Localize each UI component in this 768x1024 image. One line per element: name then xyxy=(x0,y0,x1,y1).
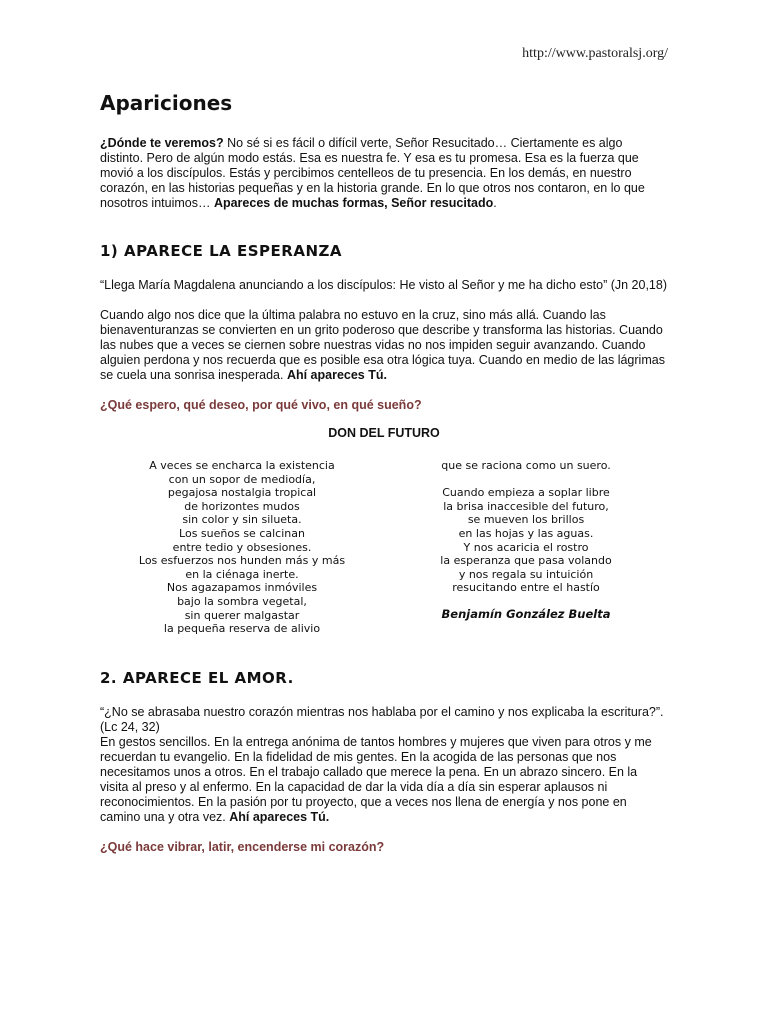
section1-quote: “Llega María Magdalena anunciando a los discípulos: He visto al Señor y me ha dicho esto” (Jn 20,18) xyxy=(100,278,667,292)
poem-line: en las hojas y las aguas. xyxy=(458,526,594,540)
document-body xyxy=(100,90,668,855)
poem-line: A veces se encharca la existencia xyxy=(149,459,335,472)
poem-line: sin querer malgastar xyxy=(184,608,300,622)
poem-left-column xyxy=(100,459,384,636)
poem-right-lines xyxy=(384,459,668,595)
intro-end: . xyxy=(493,196,497,210)
section2-body xyxy=(100,735,668,825)
poem-author: Benjamín González Buelta xyxy=(441,606,611,621)
poem-line: Los sueños se calcinan xyxy=(179,526,305,540)
poem-line xyxy=(384,473,668,487)
section2-body-text: En gestos sencillos. En la entrega anónima de tantos hombres y mujeres que viven para otros y me recuerdan tu evangelio. En la fidelidad de mis gentes. En la acogida de las personas que nos necesitamos unos a otros. En el trabajo callado que merece la pena. En un abrazo sincero. En la visita al preso y al enfermo. En la capacidad de dar la vida día a día sin esperar aplausos ni reconocimientos. En la pasión por tu proyecto, que a veces nos llena de energía y nos pone en camino una y otra vez. xyxy=(100,734,652,824)
section1-body xyxy=(100,308,668,383)
poem-line: se mueven los brillos xyxy=(467,513,585,527)
poem-right-column xyxy=(384,459,668,636)
poem-line: entre tedio y obsesiones. xyxy=(172,540,312,554)
poem-line: de horizontes mudos xyxy=(184,499,300,513)
poem-line: en la ciénaga inerte. xyxy=(185,567,299,581)
poem-line: la brisa inaccesible del futuro, xyxy=(443,499,609,513)
poem-line: la esperanza que pasa volando xyxy=(440,554,612,568)
section2-question: ¿Qué hace vibrar, latir, encenderse mi corazón? xyxy=(100,839,385,854)
poem-line: resucitando entre el hastío xyxy=(452,581,600,595)
section1-question: ¿Qué espero, qué deseo, por qué vivo, en qué sueño? xyxy=(100,398,422,412)
intro-paragraph xyxy=(100,136,668,211)
poem-title: DON DEL FUTURO xyxy=(328,426,440,440)
poem-line: Y nos acaricia el rostro xyxy=(463,540,589,554)
poem-line: Nos agazapamos inmóviles xyxy=(166,581,318,595)
section1-heading: 1) APARECE LA ESPERANZA xyxy=(100,242,343,260)
section1-body-bold: Ahí apareces Tú. xyxy=(286,368,387,382)
poem-line: que se raciona como un suero. xyxy=(441,459,611,472)
page-title: Apariciones xyxy=(100,91,233,115)
intro-closing: Apareces de muchas formas, Señor resucitado xyxy=(213,196,494,210)
poem-line: y nos regala su intuición xyxy=(458,567,594,581)
intro-text: No sé si es fácil o difícil verte, Señor Resucitado… Ciertamente es algo distinto. Pero de algún modo estás. Esa es nuestra fe. Y esa es tu promesa. Esa es la fuerza que movió a los discípulos. Estás y percibimos centelleos de tu presencia. En los demás, en nuestro corazón, en las historias pequeñas y en la historia grande. En lo que otros nos contaron, en lo que nosotros intuimos… xyxy=(100,136,645,210)
poem-line: Los esfuerzos nos hunden más y más xyxy=(138,554,346,568)
section2-quote: “¿No se abrasaba nuestro corazón mientras nos hablaba por el camino y nos explicaba la escritura?”. (Lc 24, 32) xyxy=(100,704,664,734)
poem-line: pegajosa nostalgia tropical xyxy=(167,486,317,500)
poem-line: sin color y sin silueta. xyxy=(182,513,302,527)
section1-body-text: Cuando algo nos dice que la última palabra no estuvo en la cruz, sino más allá. Cuando las bienaventuranzas se convierten en un grito poderoso que describe y transforma las historias. Cuando las nubes que a veces se ciernen sobre nuestras vidas no nos impiden seguir avanzando. Cuando alguien perdona y nos recuerda que es posible esa otra lógica tuya. Cuando en medio de las lágrimas se cuela una sonrisa inesperada. xyxy=(100,308,665,382)
source-url[interactable]: http://www.pastoralsj.org/ xyxy=(522,46,668,61)
poem-line: con un sopor de mediodía, xyxy=(168,472,316,486)
poem xyxy=(100,459,668,636)
poem-line: la pequeña reserva de alivio xyxy=(163,622,321,636)
poem-line: Cuando empieza a soplar libre xyxy=(442,486,610,500)
poem-line: bajo la sombra vegetal, xyxy=(177,594,307,608)
section2-body-bold: Ahí apareces Tú. xyxy=(229,809,330,824)
intro-lead: ¿Dónde te veremos? xyxy=(100,136,224,150)
section2-heading: 2. APARECE EL AMOR. xyxy=(100,668,294,687)
